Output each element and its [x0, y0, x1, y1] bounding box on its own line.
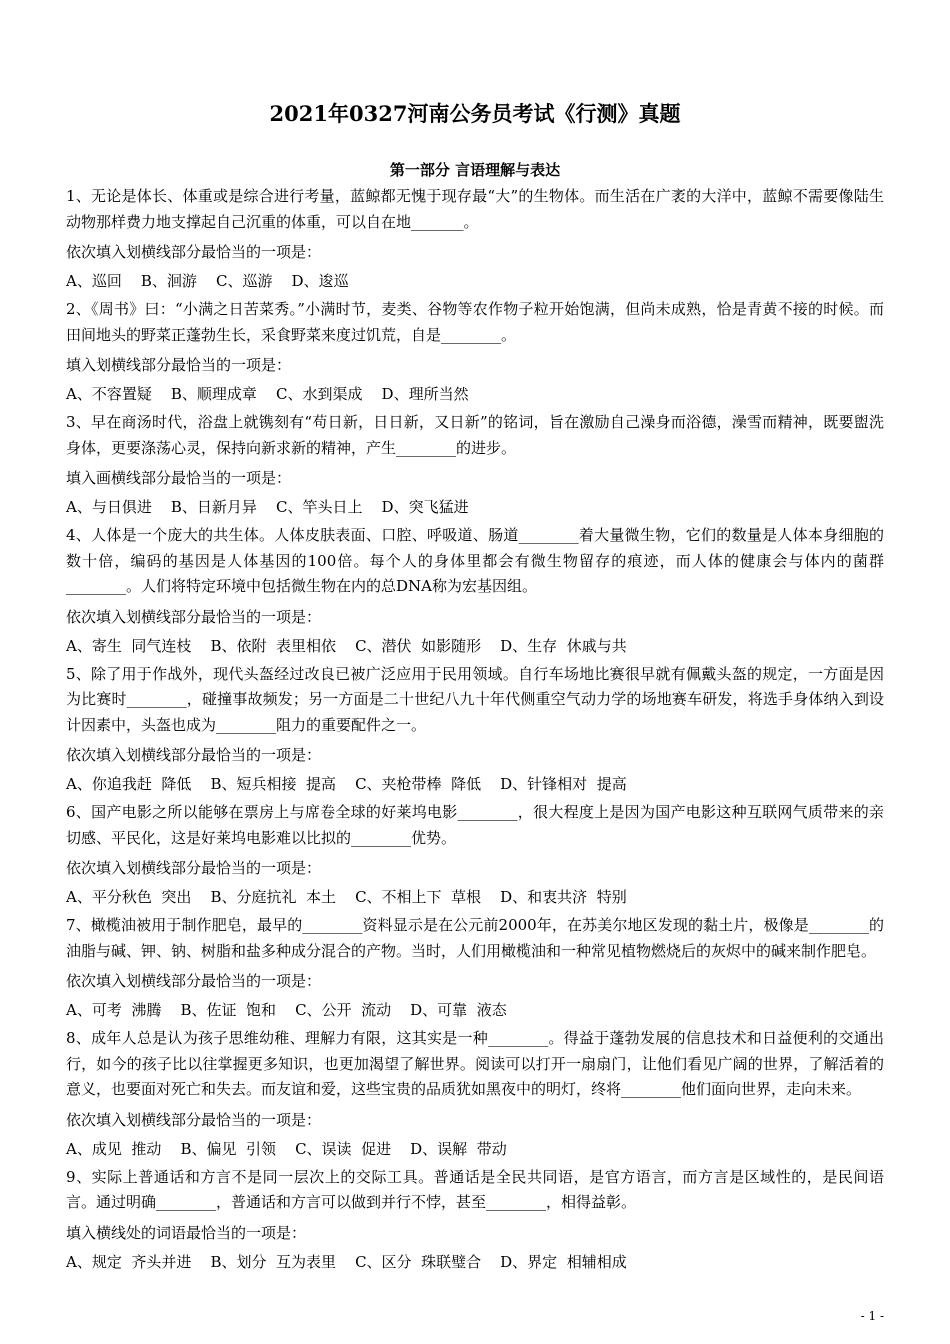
question-prompt: 依次填入划横线部分最恰当的一项是： — [66, 859, 322, 877]
question-text: 6、国产电影之所以能够在票房上与席卷全球的好莱坞电影________，很大程度上是因为国产电影这种互联网气质带来的亲切感、平民化，这是好莱坞电影难以比拟的________优势。 — [66, 803, 884, 847]
question-prompt: 填入划横线部分最恰当的一项是： — [66, 356, 292, 374]
question-9 — [66, 1165, 884, 1275]
question-options: A、可考 沸腾 B、佐证 饱和 C、公开 流动 D、可靠 液态 — [66, 1001, 507, 1019]
question-prompt: 依次填入划横线部分最恰当的一项是： — [66, 243, 322, 261]
question-options: A、与日俱进 B、日新月异 C、竿头日上 D、突飞猛进 — [66, 498, 469, 516]
question-text: 7、橄榄油被用于制作肥皂，最早的________资料显示是在公元前2000年，在苏美尔地区发现的黏土片，极像是________的油脂与碱、钾、钠、树脂和盐多种成分混合的产物。当时，人们用橄榄油和一种常见植物燃烧后的灰烬中的碱来制作肥皂。 — [66, 916, 884, 960]
document-title: 2021年0327河南公务员考试《行测》真题 — [269, 101, 681, 126]
question-4 — [66, 523, 884, 659]
question-text: 4、人体是一个庞大的共生体。人体皮肤表面、口腔、呼吸道、肠道________着大量微生物，它们的数量是人体本身细胞的数十倍，编码的基因是人体基因的100倍。每个人的身体里都会有微生物留存的痕迹，而人体的健康会与体内的菌群________。人们将特定环境中包括微生物在内的总DNA称为宏基因组。 — [66, 526, 884, 595]
question-text: 2、《周书》曰：“小满之日苦菜秀。”小满时节，麦类、谷物等农作物子粒开始饱满，但尚未成熟，恰是青黄不接的时候。而田间地头的野菜正蓬勃生长，采食野菜来度过饥荒，自是________。 — [66, 300, 884, 344]
question-8 — [66, 1026, 884, 1162]
question-2 — [66, 297, 884, 407]
section-heading: 第一部分 言语理解与表达 — [389, 161, 561, 179]
question-7 — [66, 913, 884, 1023]
question-text: 8、成年人总是认为孩子思维幼稚、理解力有限，这其实是一种________。得益于蓬勃发展的信息技术和日益便利的交通出行，如今的孩子比以往掌握更多知识，也更加渴望了解世界。阅读可以打开一扇扇门，让他们看见广阔的世界，了解活着的意义，也要面对死亡和失去。而友谊和爱，这些宝贵的品质犹如黑夜中的明灯，终将________他们面向世界，走向未来。 — [66, 1029, 884, 1098]
question-text: 5、除了用于作战外，现代头盔经过改良已被广泛应用于民用领域。自行车场地比赛很早就有佩戴头盔的规定，一方面是因为比赛时________，碰撞事故频发；另一方面是二十世纪八九十年代侧重空气动力学的场地赛车研发，将选手身体纳入到设计因素中，头盔也成为________阻力的重要配件之一。 — [66, 664, 884, 734]
question-text: 1、无论是体长、体重或是综合进行考量，蓝鲸都无愧于现存最“大”的生物体。而生活在广袤的大洋中，蓝鲸不需要像陆生动物那样费力地支撑起自己沉重的体重，可以自在地_______。 — [66, 187, 884, 231]
question-text: 9、实际上普通话和方言不是同一层次上的交际工具。普通话是全民共同语，是官方语言，而方言是区域性的，是民间语言。通过明确________，普通话和方言可以做到并行不悖，甚至________，相得益彰。 — [66, 1167, 884, 1211]
question-1 — [66, 184, 884, 294]
question-prompt: 填入横线处的词语最恰当的一项是： — [66, 1223, 307, 1242]
question-3 — [66, 410, 884, 520]
question-options: A、成见 推动 B、偏见 引领 C、误读 促进 D、误解 带动 — [66, 1139, 507, 1158]
question-options: A、巡回 B、洄游 C、巡游 D、逡巡 — [66, 272, 349, 290]
question-text: 3、早在商汤时代，浴盘上就镌刻有“苟日新，日日新，又日新”的铭词，旨在激励自己澡身而浴德，澡雪而精神，既要盥洗身体，更要涤荡心灵，保持向新求新的精神，产生________的进步。 — [66, 413, 884, 457]
question-options: A、规定 齐头并进 B、划分 互为表里 C、区分 珠联璧合 D、界定 相辅相成 — [66, 1252, 627, 1271]
question-prompt: 依次填入划横线部分最恰当的一项是： — [66, 746, 322, 764]
document-page — [66, 0, 884, 1275]
question-prompt: 依次填入划横线部分最恰当的一项是： — [66, 607, 322, 626]
question-options: A、你追我赶 降低 B、短兵相接 提高 C、夹枪带棒 降低 D、针锋相对 提高 — [66, 775, 627, 793]
page-number: - 1 - — [860, 1309, 884, 1323]
question-5 — [66, 662, 884, 798]
question-prompt: 填入画横线部分最恰当的一项是： — [66, 469, 292, 487]
question-options: A、平分秋色 突出 B、分庭抗礼 本土 C、不相上下 草根 D、和衷共济 特别 — [66, 888, 627, 906]
question-prompt: 依次填入划横线部分最恰当的一项是： — [66, 1110, 322, 1129]
question-options: A、不容置疑 B、顺理成章 C、水到渠成 D、理所当然 — [66, 385, 469, 403]
question-6 — [66, 800, 884, 910]
question-prompt: 依次填入划横线部分最恰当的一项是： — [66, 972, 322, 990]
question-options: A、寄生 同气连枝 B、依附 表里相依 C、潜伏 如影随形 D、生存 休戚与共 — [66, 636, 627, 655]
